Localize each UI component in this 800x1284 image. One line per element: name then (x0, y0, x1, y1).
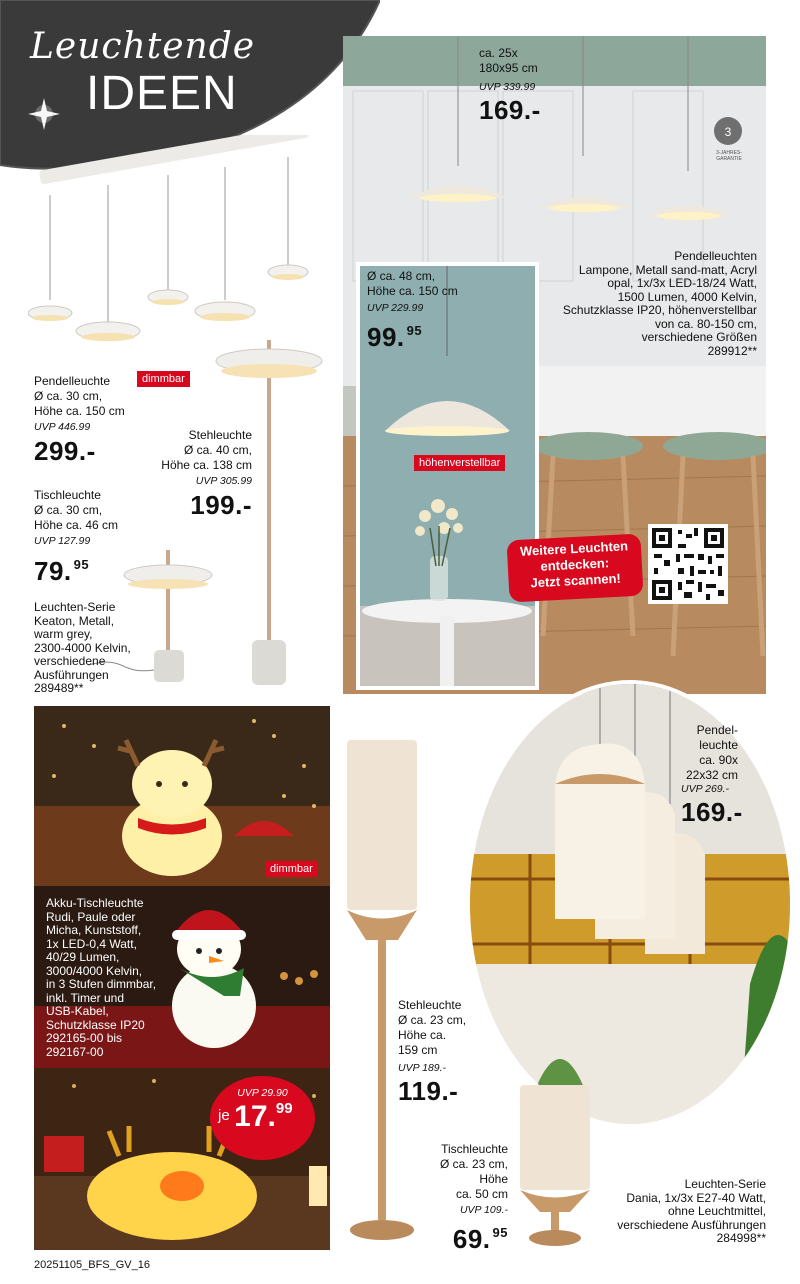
akku-desc: Akku-Tischleuchte Rudi, Paule oder Micha, Kunststoff, 1x LED-0,4 Watt, 40/29 Lumen, 3000/4000 Kelvin, in 3 Stufen dimmbar, inkl. Timer und USB-Kabel, Schutzklasse IP20 292165-00 bis 292167-00 (46, 896, 157, 1059)
dimmable-tag: dimmbar (137, 371, 190, 387)
lampone-large-price: 169.- (479, 95, 541, 125)
dania-table-price: 69. $^{95}$ (452, 1224, 508, 1254)
dania-floor-price: 119.- (398, 1076, 459, 1106)
keaton-pendant-price: 299.- (34, 436, 96, 466)
dania-floor-uvp: UVP 189.- (398, 1062, 447, 1074)
akku-uvp: UVP 29.90 (237, 1087, 288, 1099)
keaton-table-desc: Tischleuchte Ø ca. 30 cm, Höhe ca. 46 cm (34, 488, 119, 532)
lampone-series-desc: Pendelleuchten Lampone, Metall sand-matt, Acryl opal, 1x/3x LED-18/24 Watt, 1500 Lumen, 4000 Kelvin, Schutzklasse IP20, höhenverstellbar von ca. 80-150 cm, verschiedene Größen 289912** (562, 249, 757, 358)
qr-code[interactable] (648, 524, 728, 604)
dania-series-desc: Leuchten-Serie Dania, 1x/3x E27-40 Watt, ohne Leuchtmittel, verschiedene Ausführungen 284998** (617, 1177, 766, 1245)
footer-code: 20251105_BFS_GV_16 (34, 1259, 150, 1271)
guarantee-badge-label: 3-JAHRES-GARANTIE (716, 150, 742, 162)
akku-price: je 17.99 (218, 1100, 293, 1133)
header-title-caps: IDEEN (86, 67, 238, 120)
lampone-small-price: 99. $^{95}$ (367, 322, 423, 352)
header-title-script: Leuchtende (30, 26, 256, 67)
lampone-large-desc: ca. 25x 180x95 cm (479, 46, 538, 75)
lampone-small-desc: Ø ca. 48 cm, Höhe ca. 150 cm (367, 269, 458, 298)
dania-pendant-desc: Pendel- leuchte ca. 90x 22x32 cm (685, 723, 738, 782)
guarantee-badge-icon (714, 117, 742, 145)
dania-table-uvp: UVP 109.- (459, 1204, 508, 1216)
keaton-pendant-desc: Pendelleuchte Ø ca. 30 cm, Höhe ca. 150 cm (34, 374, 125, 418)
keaton-floor-desc: Stehleuchte Ø ca. 40 cm, Höhe ca. 138 cm (161, 428, 252, 472)
dania-table-lamp-image (515, 1080, 595, 1250)
keaton-floor-uvp: UVP 305.99 (195, 475, 252, 487)
svg-text:3: 3 (724, 125, 732, 139)
keaton-series-desc: Leuchten-Serie Keaton, Metall, warm grey, 2300-4000 Kelvin, verschiedene Ausführungen 289489** (34, 600, 131, 695)
dania-floor-desc: Stehleuchte Ø ca. 23 cm, Höhe ca. 159 cm (398, 998, 467, 1057)
keaton-floor-price: 199.- (190, 490, 252, 520)
height-adjustable-tag: höhenverstellbar (414, 455, 505, 471)
lampone-small-uvp: UVP 229.99 (367, 302, 424, 314)
keaton-pendant-uvp: UVP 446.99 (34, 421, 91, 433)
dania-pendant-photo (466, 680, 794, 1128)
lampone-large-uvp: UVP 339.99 (479, 81, 536, 93)
keaton-table-uvp: UVP 127.99 (34, 535, 91, 547)
qr-code-icon (648, 524, 728, 604)
dania-table-desc: Tischleuchte Ø ca. 23 cm, Höhe ca. 50 cm (439, 1142, 508, 1201)
dania-pendant-uvp: UVP 269.- (681, 783, 730, 795)
more-lamps-cta[interactable]: Weitere Leuchten entdecken: Jetzt scannen! (506, 534, 643, 603)
akku-dimmable-tag: dimmbar (265, 861, 318, 877)
dania-pendant-price: 169.- (681, 797, 743, 827)
keaton-table-price: 79. $^{95}$ (34, 556, 90, 586)
